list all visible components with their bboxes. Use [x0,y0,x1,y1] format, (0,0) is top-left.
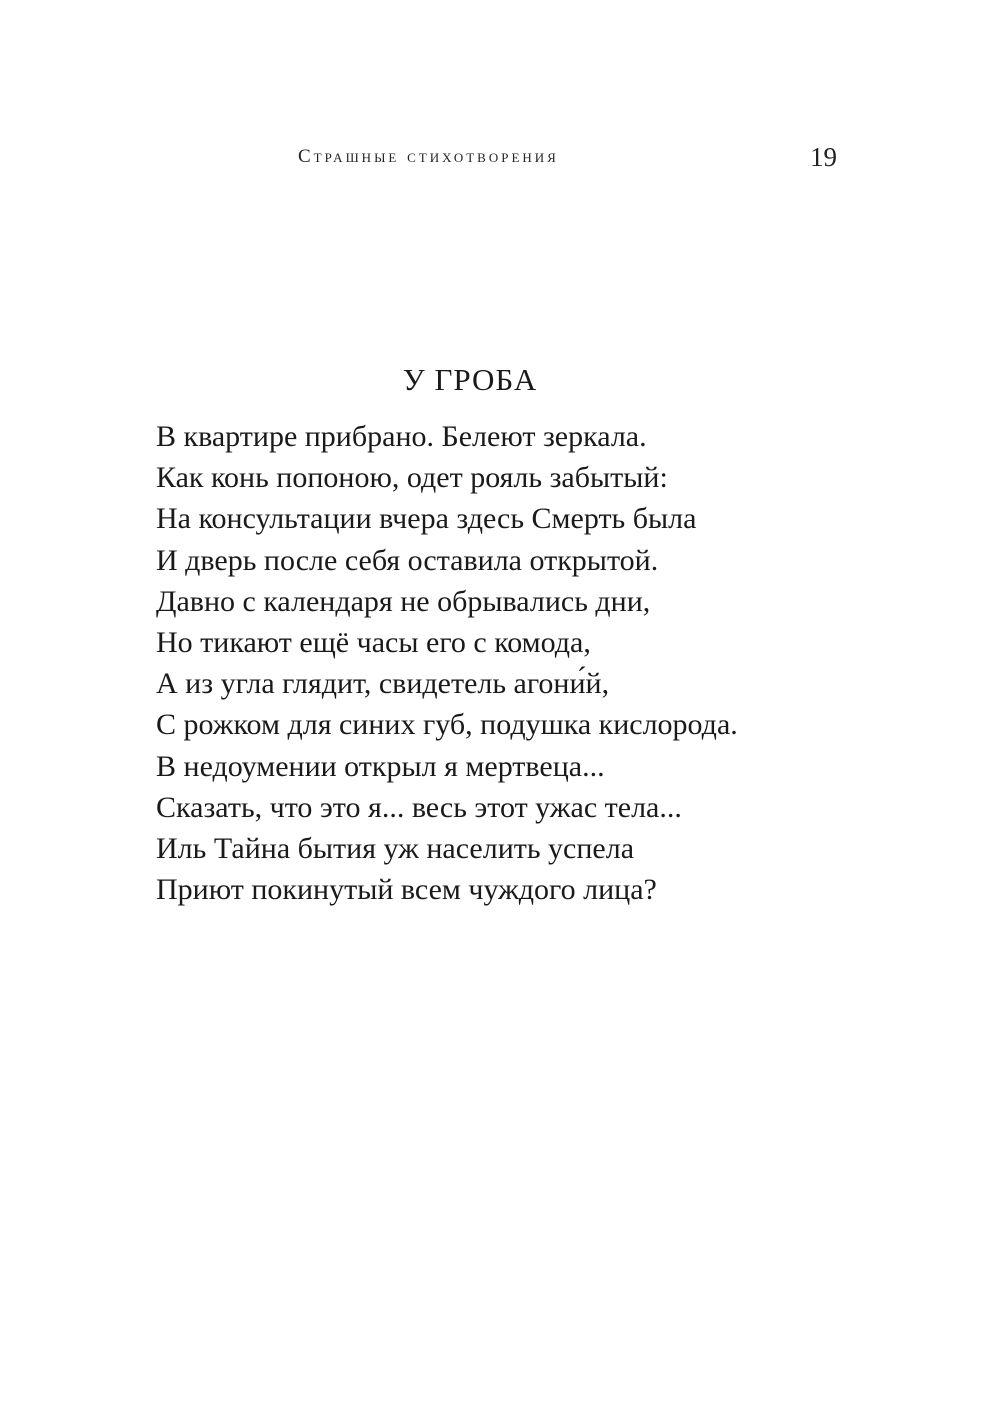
poem-body [156,416,738,910]
poem-line: Приют покинутый всем чуждого лица? [156,873,657,907]
poem-line: Сказать, что это я... весь этот ужас тела... [156,790,682,824]
poem-line: На консультации вчера здесь Смерть была [156,502,697,536]
poem-line: Как конь попоною, одет рояль забытый: [156,461,668,495]
poem-title-text: У ГРОБА [402,362,538,397]
page-number: 19 [810,142,837,172]
poem-line: Но тикают ещё часы его с комода, [156,626,591,660]
poem-line: В квартире прибрано. Белеют зеркала. [156,420,647,453]
poem-line: И дверь после себя оставила открытой. [156,543,659,577]
poem-line: С рожком для синих губ, подушка кислорода. [156,708,738,742]
poem-line: В недоумении открыл я мертвеца... [156,749,605,783]
poem-title [0,362,940,398]
poem-line: Давно с календаря не обрывались дни, [156,584,651,618]
running-header: Страшные стихотворения [298,146,559,167]
poem-line: Иль Тайна бытия уж населить успела [156,832,635,866]
poem-line: А из угла глядит, свидетель агони́й, [156,667,610,701]
